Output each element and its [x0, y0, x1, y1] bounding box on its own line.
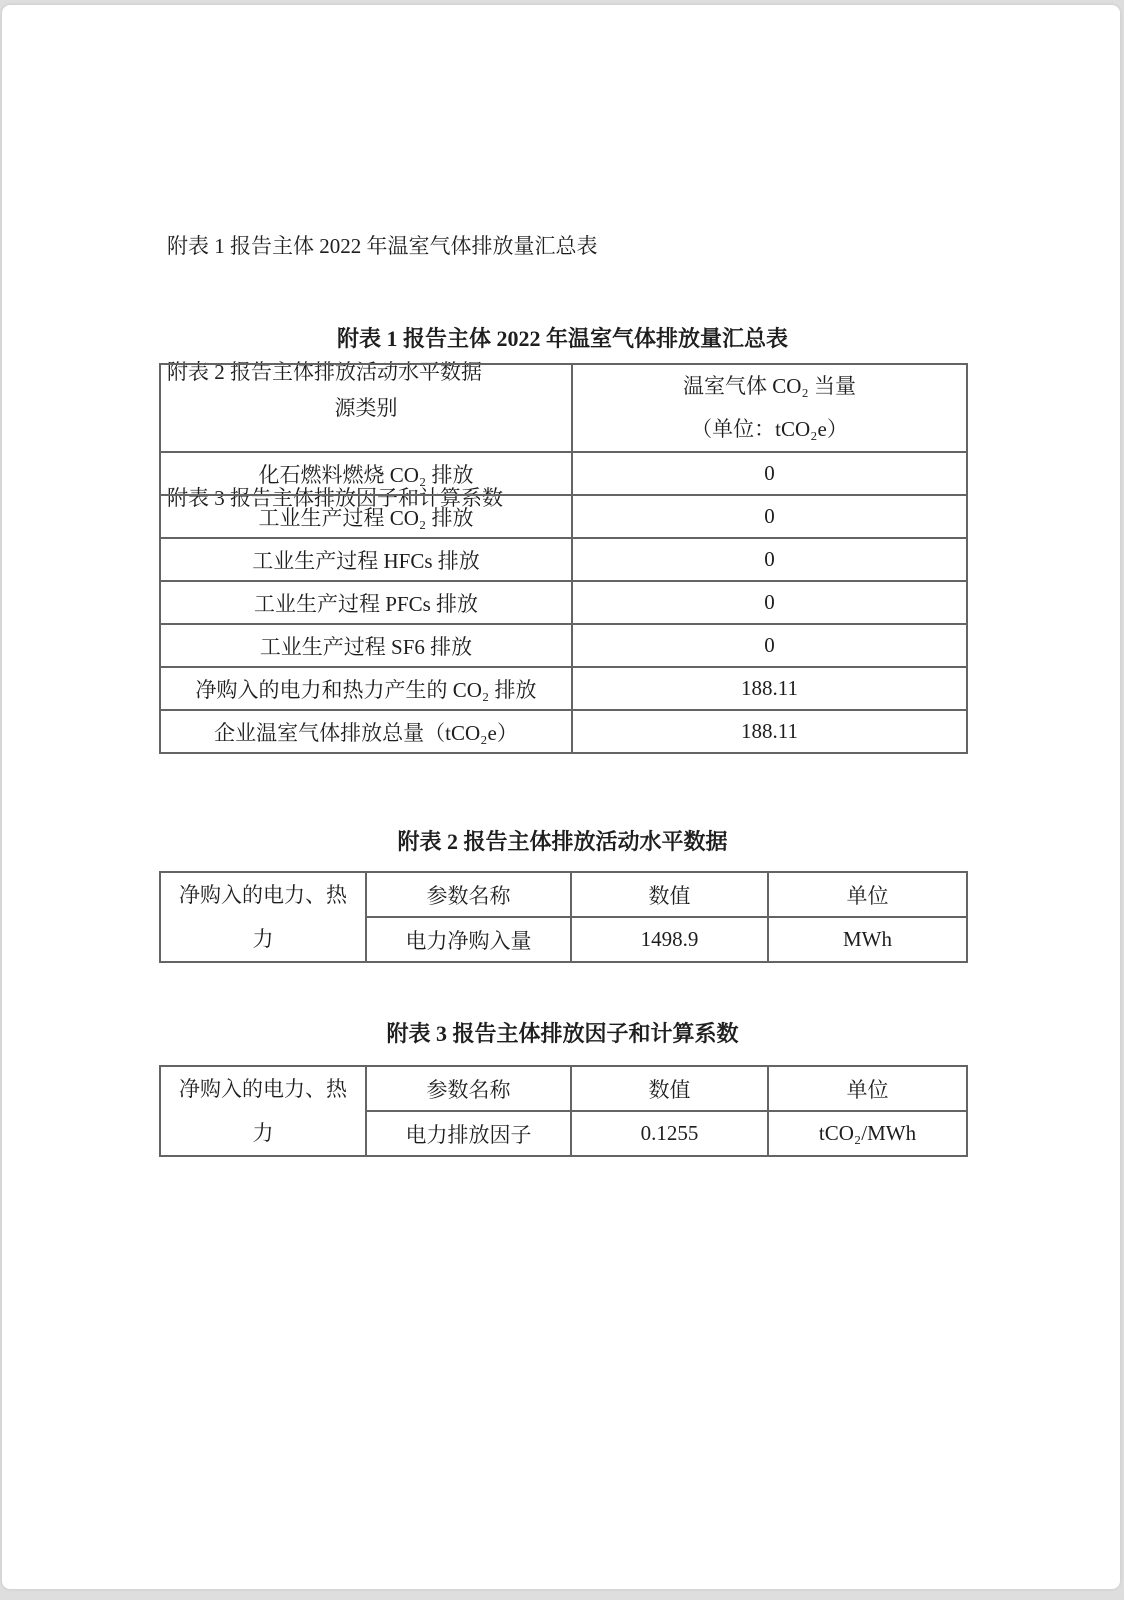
row-label: 工业生产过程 HFCs 排放 — [160, 538, 572, 581]
table2-header-value: 数值 — [571, 872, 768, 917]
table3-header-row — [160, 1066, 967, 1111]
row-value: 0 — [572, 452, 967, 495]
table1-header-source-category: 源类别 — [160, 364, 572, 452]
table1-row-industrial-hfcs — [160, 538, 967, 581]
table1-row-industrial-sf6 — [160, 624, 967, 667]
parameter-name: 电力净购入量 — [366, 917, 571, 962]
table2-header-parameter: 参数名称 — [366, 872, 571, 917]
table3-emission-factors — [159, 1065, 968, 1157]
toc-item-1: 附表 1 报告主体 2022 年温室气体排放量汇总表 — [167, 234, 598, 258]
toc-item-2: 附表 2 报告主体排放活动水平数据 — [167, 360, 482, 384]
table1-title: 附表 1 报告主体 2022 年温室气体排放量汇总表 — [336, 326, 788, 351]
parameter-value: 0.1255 — [571, 1111, 768, 1156]
parameter-unit: tCO₂/MWh — [768, 1111, 967, 1156]
table1-header-unit-line2: （单位：tCO₂e） — [691, 417, 848, 441]
row-value: 0 — [572, 538, 967, 581]
row-label: 净购入的电力和热力产生的 CO₂ 排放 — [160, 667, 572, 710]
table3-header-parameter: 参数名称 — [366, 1066, 571, 1111]
table2-activity-level-data — [159, 871, 968, 963]
toc-item-3: 附表 3 报告主体排放因子和计算系数 — [167, 486, 503, 510]
row-value: 0 — [572, 581, 967, 624]
row-label: 工业生产过程 CO₂ 排放 — [160, 495, 572, 538]
table1-row-net-purchased-electricity-heat — [160, 667, 967, 710]
parameter-unit: MWh — [768, 917, 967, 962]
parameter-value: 1498.9 — [571, 917, 768, 962]
table2-header-unit: 单位 — [768, 872, 967, 917]
row-label: 工业生产过程 PFCs 排放 — [160, 581, 572, 624]
table3-category-cell: 净购入的电力、热力 — [160, 1066, 366, 1156]
row-label: 工业生产过程 SF6 排放 — [160, 624, 572, 667]
table1-row-industrial-co2 — [160, 495, 967, 538]
table1-header-row — [160, 364, 967, 452]
table1-ghg-emissions-summary — [159, 363, 968, 754]
table1-row-industrial-pfcs — [160, 581, 967, 624]
table3-header-unit: 单位 — [768, 1066, 967, 1111]
table1-header-co2-equivalent — [572, 364, 967, 452]
row-label: 企业温室气体排放总量（tCO₂e） — [160, 710, 572, 753]
row-value: 0 — [572, 495, 967, 538]
document-page — [2, 5, 1120, 1589]
row-value: 188.11 — [572, 710, 967, 753]
table1-header-co2-line1: 温室气体 CO₂ 当量 — [683, 374, 856, 398]
table3-title: 附表 3 报告主体排放因子和计算系数 — [386, 1021, 739, 1046]
parameter-name: 电力排放因子 — [366, 1111, 571, 1156]
table2-header-row — [160, 872, 967, 917]
table3-header-value: 数值 — [571, 1066, 768, 1111]
row-value: 0 — [572, 624, 967, 667]
table2-title: 附表 2 报告主体排放活动水平数据 — [397, 829, 728, 854]
table1-row-total-emissions — [160, 710, 967, 753]
row-label: 化石燃料燃烧 CO₂ 排放 — [160, 452, 572, 495]
table1-row-fossil-fuel — [160, 452, 967, 495]
row-value: 188.11 — [572, 667, 967, 710]
table2-category-cell: 净购入的电力、热力 — [160, 872, 366, 962]
